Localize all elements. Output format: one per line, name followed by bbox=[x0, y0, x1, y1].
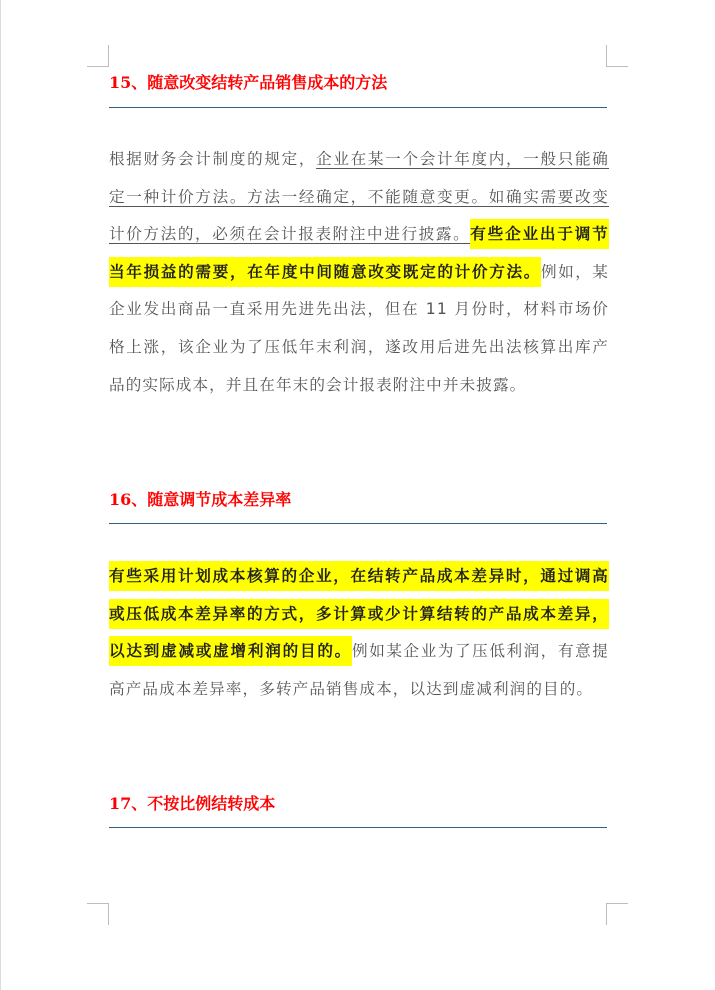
margin-corner-mark-bottom-left bbox=[87, 903, 109, 925]
section-16-text-highlighted: 有些采用计划成本核算的企业，在结转产品成本差异时，通过调高或压低成本差异率的方式，多计算或少计算结转的产品成本差异，以达到虚减或虚增利润的目的。 bbox=[109, 561, 609, 666]
margin-corner-mark-top-left bbox=[87, 45, 109, 67]
section-16-heading: 16、随意调节成本差异率 bbox=[109, 490, 292, 509]
page-left-edge bbox=[0, 0, 1, 990]
section-15-heading-rule bbox=[109, 107, 607, 108]
section-15-paragraph bbox=[109, 141, 609, 404]
margin-corner-mark-bottom-right bbox=[606, 903, 628, 925]
margin-corner-mark-top-right bbox=[606, 45, 628, 67]
section-16-paragraph bbox=[109, 558, 609, 708]
section-17-heading-rule bbox=[109, 827, 607, 828]
section-16-text-example: 例如某企业为了压低利润，有意提高产品成本差异率，多转产品销售成本，以达到虚减利润的目的。 bbox=[109, 642, 609, 698]
section-15-text-intro: 根据财务会计制度的规定， bbox=[109, 150, 317, 168]
section-15-text-example: 例如，某企业发出商品一直采用先进先出法，但在 11 月份时，材料市场价格上涨，该企业为了压低年末利润，遂改用后进先出法核算出库产品的实际成本，并且在年末的会计报表附注中并未披露。 bbox=[109, 262, 609, 394]
section-17-heading: 17、不按比例结转成本 bbox=[109, 794, 276, 813]
section-15-text-highlighted: 有些企业出于调节当年损益的需要，在年度中间随意改变既定的计价方法。 bbox=[109, 219, 609, 287]
section-16-heading-rule bbox=[109, 523, 607, 524]
section-15-text-underlined: 企业在某一个会计年度内，一般只能确定一种计价方法。方法一经确定，不能随意变更。如确实需要改变计价方法的，必须在会计报表附注中进行披露。 bbox=[109, 150, 610, 244]
section-15-heading: 15、随意改变结转产品销售成本的方法 bbox=[109, 73, 388, 92]
